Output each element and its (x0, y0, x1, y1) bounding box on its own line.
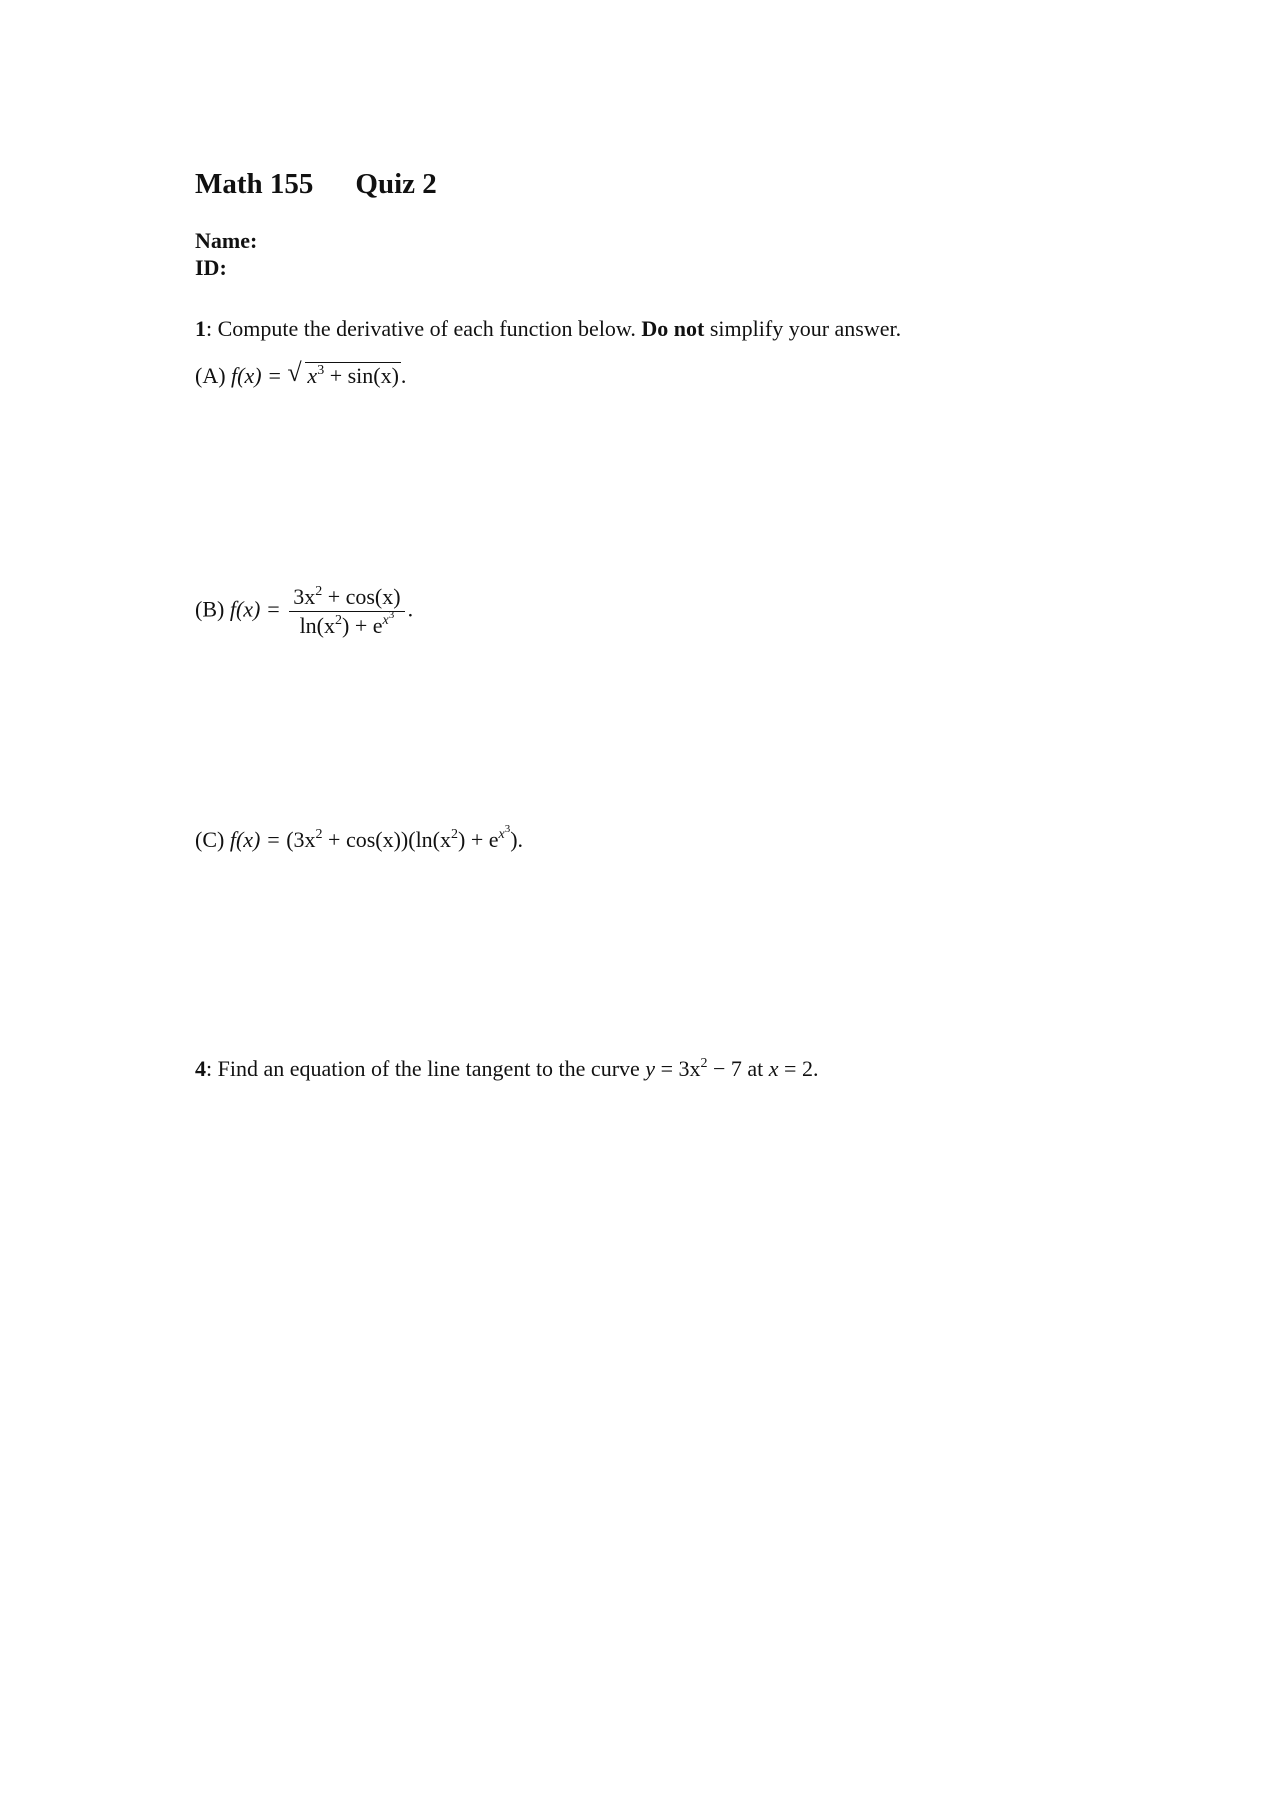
question-4-equation: $y = 3x^2 - 7$ at x = 2. (645, 1056, 819, 1081)
part-c-label: (C) (195, 827, 225, 852)
page-title (195, 168, 437, 201)
part-a-sqrt (287, 358, 401, 389)
course-title: Math 155 (195, 168, 314, 200)
id-label: ID: (195, 255, 227, 280)
sqrt-symbol: √ (287, 358, 302, 387)
part-a-end: . (400, 363, 407, 388)
question-1-part-b (195, 585, 413, 638)
question-4-prompt: 4: Find an equation of the line tangent to the curve $y = 3x^2 - 7$ at x = 2. (195, 1056, 819, 1081)
part-b-label: (B) (195, 596, 225, 622)
name-label: Name: (195, 228, 258, 253)
question-1-prompt: 1: Compute the derivative of each function below. Do not simplify your answer. (195, 316, 902, 341)
question-1-text: Compute the derivative of each function below. (217, 316, 636, 341)
part-a-radicand: $x^3 + \sin(x)$ (307, 363, 399, 388)
part-a-label: (A) (195, 363, 226, 388)
question-1-text-after: simplify your answer. (709, 316, 902, 341)
question-4-text: Find an equation of the line tangent to the curve (217, 1056, 640, 1081)
question-4-number: 4 (195, 1056, 206, 1081)
question-1-part-a (195, 358, 407, 389)
question-1-part-c (195, 823, 524, 853)
part-b-numerator: $3x^2 + \cos(x)$ (289, 585, 404, 612)
question-1-emphasis: Do not (641, 316, 705, 341)
part-c-expression: $(3x^2 + \cos(x))(\ln(x^2) + e^{x^3})$. (286, 823, 524, 852)
part-b-denominator: $\ln(x^2) + e^{x^3}$ (299, 609, 395, 638)
part-b-end: . (407, 596, 414, 622)
part-b-fx: f(x) = (229, 596, 281, 622)
part-c-fx: f(x) = (229, 827, 281, 852)
quiz-title: Quiz 2 (355, 168, 437, 200)
question-1-number: 1 (195, 316, 206, 341)
part-a-fx: f(x) = (231, 363, 282, 388)
part-b-fraction (289, 585, 404, 638)
